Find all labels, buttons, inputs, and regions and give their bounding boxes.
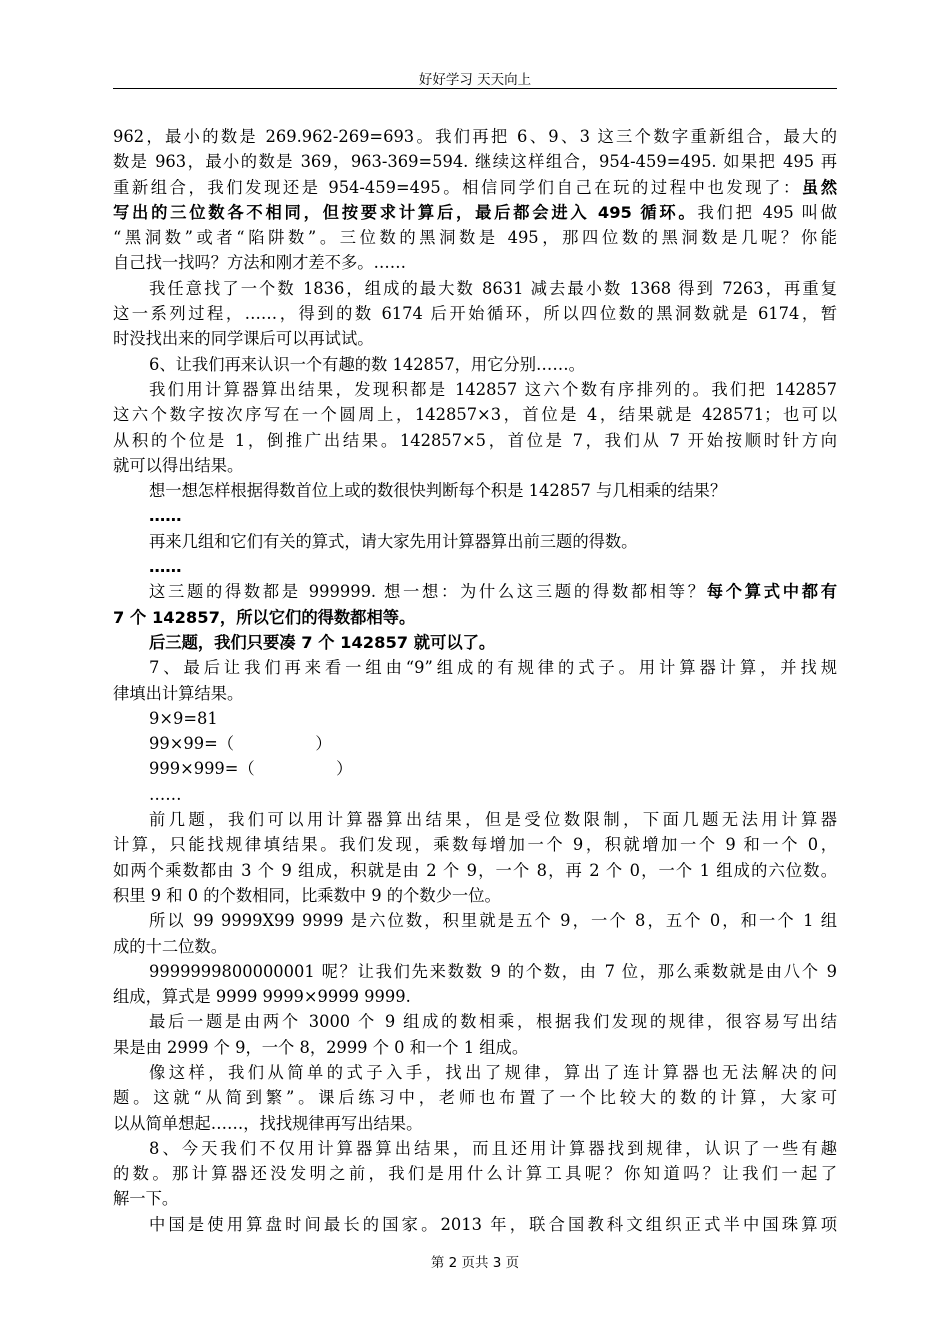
text-line: 解一下。 xyxy=(113,1189,179,1209)
text-line: 积里 9 和 0 的个数相同，比乘数中 9 的个数少一位。 xyxy=(113,885,501,905)
text-line: 写出的三位数各不相同，但按要求计算后，最后都会进入 495 循环。我们把 495 叫做 xyxy=(113,202,837,222)
page-number-footer: 第 2 页共 3 页 xyxy=(430,1255,520,1271)
text-line: 我任意找了一个数 1836，组成的最大数 8631 减去最小数 1368 得到 7263，再重复 xyxy=(149,278,837,298)
bold-text: 虽然 xyxy=(801,177,837,197)
bold-text: 7 个 142857，所以它们的得数都相等。 xyxy=(113,607,416,627)
document-body xyxy=(113,124,837,1237)
text-line: 想一想怎样根据得数首位上或的数很快判断每个积是 142857 与几相乘的结果？ xyxy=(149,481,727,501)
text-line: 律填出计算结果。 xyxy=(113,683,244,703)
text-line: 这一系列过程，……，得到的数 6174 后开始循环，所以四位数的黑洞数就是 6174，暂 xyxy=(113,304,837,324)
bold-text: 每个算式中都有 xyxy=(706,582,837,602)
text-line: 重新组合，我们发现还是 954-459=495。相信同学们自己在玩的过程中也发现了：虽然 xyxy=(113,177,837,197)
text-line: 9999999800000001 呢？让我们先来数数 9 的个数，由 7 位，那么乘数就是由八个 9 xyxy=(149,961,837,981)
text-line xyxy=(113,630,837,655)
bold-text: 后三题，我们只要凑 7 个 142857 就可以了。 xyxy=(149,632,496,652)
text-line: 前几题，我们可以用计算器算出结果，但是受位数限制，下面几题无法用计算器 xyxy=(149,810,837,830)
text-line: 最后一题是由两个 3000 个 9 组成的数相乘，根据我们发现的规律，很容易写出结 xyxy=(149,1012,837,1032)
text-line: 所以 99 9999X99 9999 是六位数，积里就是五个 9，一个 8，五个 0，和一个 1 组 xyxy=(149,911,837,931)
bold-text: 写出的三位数各不相同，但按要求计算后，最后都会进入 495 循环。 xyxy=(113,202,698,222)
text-line: 题。这就“从简到繁”。课后练习中，老师也布置了一个比较大的数的计算，大家可 xyxy=(113,1088,837,1108)
text-line: 我们用计算器算出结果，发现积都是 142857 这六个数有序排列的。我们把 142857 xyxy=(149,379,837,399)
text-line: 计算，只能找规律填结果。我们发现，乘数每增加一个 9，积就增加一个 9 和一个 0， xyxy=(113,835,837,855)
equation-line: 999×999=（ ） xyxy=(149,759,353,779)
text-line xyxy=(113,605,837,630)
text-line xyxy=(113,554,837,579)
text-line: 时没找出来的同学课后可以再试试。 xyxy=(113,329,374,349)
text-line: 8、今天我们不仅用计算器算出结果，而且还用计算器找到规律，认识了一些有趣 xyxy=(149,1138,837,1158)
text-line: …… xyxy=(149,784,182,804)
text-line xyxy=(113,503,837,528)
text-line: 数是 963，最小的数是 369，963-369=594. 继续这样组合，954-459=495. 如果把 495 再 xyxy=(113,152,837,172)
text-line: 组成，算式是 9999 9999×9999 9999. xyxy=(113,987,411,1007)
text-line: 7、最后让我们再来看一组由“9”组成的有规律的式子。用计算器计算，并找规 xyxy=(149,658,837,678)
equation-line: 9×9=81 xyxy=(149,708,218,728)
text-line: “黑洞数”或者“陷阱数”。三位数的黑洞数是 495，那四位数的黑洞数是几呢？你能 xyxy=(113,228,837,248)
text-line: 自己找一找吗？方法和刚才差不多。…… xyxy=(113,253,407,273)
text-line: 这三题的得数都是 999999. 想一想：为什么这三题的得数都相等？每个算式中都有 xyxy=(149,582,837,602)
text-line: 如两个乘数都由 3 个 9 组成，积就是由 2 个 9，一个 8，再 2 个 0，一个 1 组成的六位数。 xyxy=(113,860,837,880)
page-header-title: 好好学习 天天向上 xyxy=(418,72,532,88)
text-line: 就可以得出结果。 xyxy=(113,455,244,475)
text-line: 以从简单想起……，找找规律再写出结果。 xyxy=(113,1113,423,1133)
text-line: 再来几组和它们有关的算式，请大家先用计算器算出前三题的得数。 xyxy=(149,531,638,551)
text-line: 中国是使用算盘时间最长的国家。2013 年，联合国教科文组织正式半中国珠算项 xyxy=(149,1214,837,1234)
text-line: 962，最小的数是 269.962-269=693。我们再把 6、9、3 这三个数字重新组合，最大的 xyxy=(113,127,837,146)
text-line: 这六个数字按次序写在一个圆周上，142857×3，首位是 4，结果就是 428571；也可以 xyxy=(113,405,837,425)
text-line: 果是由 2999 个 9，一个 8，2999 个 0 和一个 1 组成。 xyxy=(113,1037,529,1057)
text-line: 像这样，我们从简单的式子入手，找出了规律，算出了连计算器也无法解决的问 xyxy=(149,1062,837,1082)
text-line: 从积的个位是 1，倒推广出结果。142857×5，首位是 7，我们从 7 开始按顺时针方向 xyxy=(113,430,837,450)
text-line: 6、让我们再来认识一个有趣的数 142857，用它分别……。 xyxy=(149,354,585,374)
bold-ellipsis: …… xyxy=(149,557,182,577)
header-divider xyxy=(113,88,837,89)
text-line: 成的十二位数。 xyxy=(113,936,227,956)
equation-line: 99×99=（ ） xyxy=(149,734,332,754)
text-line: 的数。那计算器还没发明之前，我们是用什么计算工具呢？你知道吗？让我们一起了 xyxy=(113,1164,837,1184)
bold-ellipsis: …… xyxy=(149,506,182,526)
